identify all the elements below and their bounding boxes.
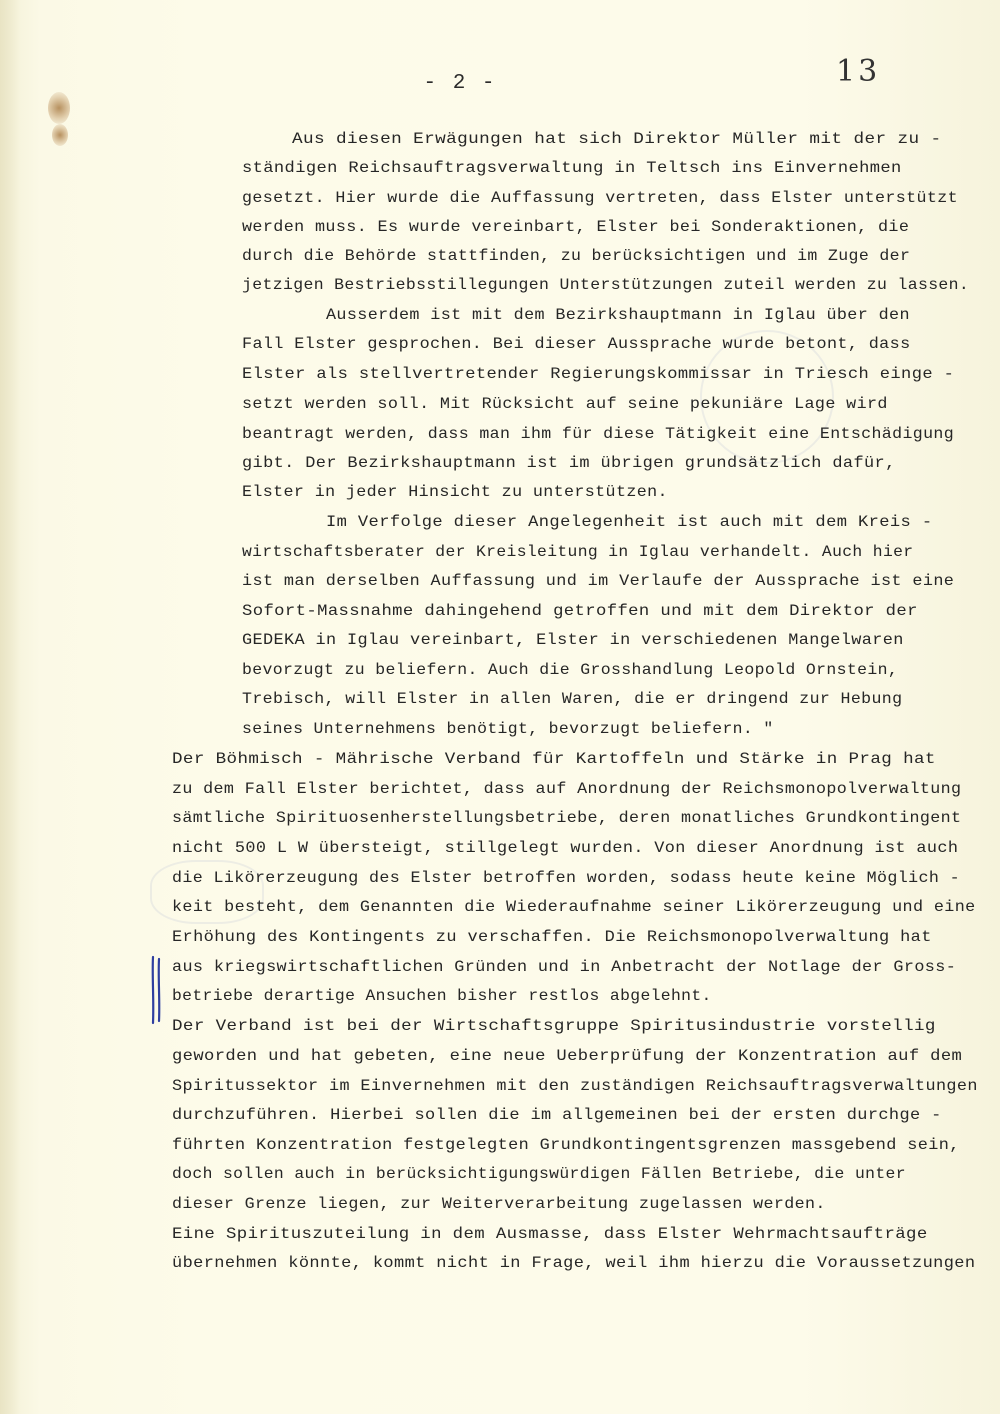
margin-mark: [148, 955, 166, 1025]
text-line: GEDEKA in Iglau vereinbart, Elster in verschiedenen Mangelwaren: [242, 631, 904, 649]
text-line: die Likörerzeugung des Elster betroffen worden, sodass heute keine Möglich -: [172, 869, 960, 887]
text-line: gesetzt. Hier wurde die Auffassung vertreten, dass Elster unterstützt: [242, 189, 959, 207]
text-line: Ausserdem ist mit dem Bezirkshauptmann in Iglau über den: [326, 306, 910, 324]
rust-stain: [48, 92, 70, 124]
folio-number: 13: [836, 54, 881, 89]
text-line: seines Unternehmens benötigt, bevorzugt beliefern. ": [242, 720, 774, 738]
text-line: Aus diesen Erwägungen hat sich Direktor Müller mit der zu -: [292, 130, 942, 148]
text-line: keit besteht, dem Genannten die Wiederaufnahme seiner Likörerzeugung und eine: [172, 898, 976, 916]
text-line: beantragt werden, dass man ihm für diese Tätigkeit eine Entschädigung: [242, 425, 955, 443]
text-line: doch sollen auch in berücksichtigungswürdigen Fällen Betriebe, die unter: [172, 1165, 906, 1183]
paper-edge-shadow: [0, 0, 20, 1414]
rust-stain: [52, 124, 68, 146]
text-line: aus kriegswirtschaftlichen Gründen und in Anbetracht der Notlage der Gross-: [172, 958, 957, 976]
text-line: Spiritussektor im Einvernehmen mit den zuständigen Reichsauftragsverwaltungen: [172, 1077, 978, 1095]
text-line: führten Konzentration festgelegten Grundkontingentsgrenzen massgebend sein,: [172, 1136, 960, 1154]
text-line: übernehmen könnte, kommt nicht in Frage, weil ihm hierzu die Voraussetzungen: [172, 1254, 976, 1272]
text-line: zu dem Fall Elster berichtet, dass auf Anordnung der Reichsmonopolverwaltung: [172, 780, 962, 798]
text-line: durch die Behörde stattfinden, zu berücksichtigen und im Zuge der: [242, 247, 911, 265]
text-line: Elster in jeder Hinsicht zu unterstützen.: [242, 483, 668, 501]
text-line: dieser Grenze liegen, zur Weiterverarbeitung zugelassen werden.: [172, 1195, 826, 1213]
page-number: - 2 -: [423, 72, 497, 95]
text-line: ist man derselben Auffassung und im Verlaufe der Aussprache ist eine: [242, 572, 955, 590]
text-line: Trebisch, will Elster in allen Waren, die er dringend zur Hebung: [242, 690, 903, 708]
text-line: Fall Elster gesprochen. Bei dieser Aussprache wurde betont, dass: [242, 335, 911, 353]
text-line: bevorzugt zu beliefern. Auch die Grosshandlung Leopold Ornstein,: [242, 661, 899, 679]
text-line: Der Verband ist bei der Wirtschaftsgruppe Spiritusindustrie vorstellig: [172, 1017, 936, 1035]
text-line: Im Verfolge dieser Angelegenheit ist auch mit dem Kreis -: [326, 513, 933, 531]
text-line: nicht 500 L W übersteigt, stillgelegt wurden. Von dieser Anordnung ist auch: [172, 839, 959, 857]
text-line: setzt werden soll. Mit Rücksicht auf seine pekuniäre Lage wird: [242, 395, 888, 413]
text-line: durchzuführen. Hierbei sollen die im allgemeinen bei der ersten durchge -: [172, 1106, 942, 1124]
text-line: werden muss. Es wurde vereinbart, Elster bei Sonderaktionen, die: [242, 218, 910, 236]
text-line: jetzigen Bestriebsstillegungen Unterstützungen zuteil werden zu lassen.: [242, 276, 970, 294]
text-line: Erhöhung des Kontingents zu verschaffen. Die Reichsmonopolverwaltung hat: [172, 928, 932, 946]
text-line: betriebe derartige Ansuchen bisher restlos abgelehnt.: [172, 987, 712, 1005]
text-line: Der Böhmisch - Mährische Verband für Kartoffeln und Stärke in Prag hat: [172, 750, 936, 768]
text-line: Elster als stellvertretender Regierungskommissar in Triesch einge -: [242, 365, 955, 383]
text-line: geworden und hat gebeten, eine neue Ueberprüfung der Konzentration auf dem: [172, 1047, 963, 1065]
text-line: gibt. Der Bezirkshauptmann ist im übrigen grundsätzlich dafür,: [242, 454, 896, 472]
text-line: sämtliche Spirituosenherstellungsbetriebe, deren monatliches Grundkontingent: [172, 809, 962, 827]
text-line: Eine Spirituszuteilung in dem Ausmasse, dass Elster Wehrmachtsaufträge: [172, 1225, 928, 1243]
text-line: Sofort-Massnahme dahingehend getroffen und mit dem Direktor der: [242, 602, 918, 620]
text-line: ständigen Reichsauftragsverwaltung in Teltsch ins Einvernehmen: [242, 159, 902, 177]
text-line: wirtschaftsberater der Kreisleitung in Iglau verhandelt. Auch hier: [242, 543, 914, 561]
